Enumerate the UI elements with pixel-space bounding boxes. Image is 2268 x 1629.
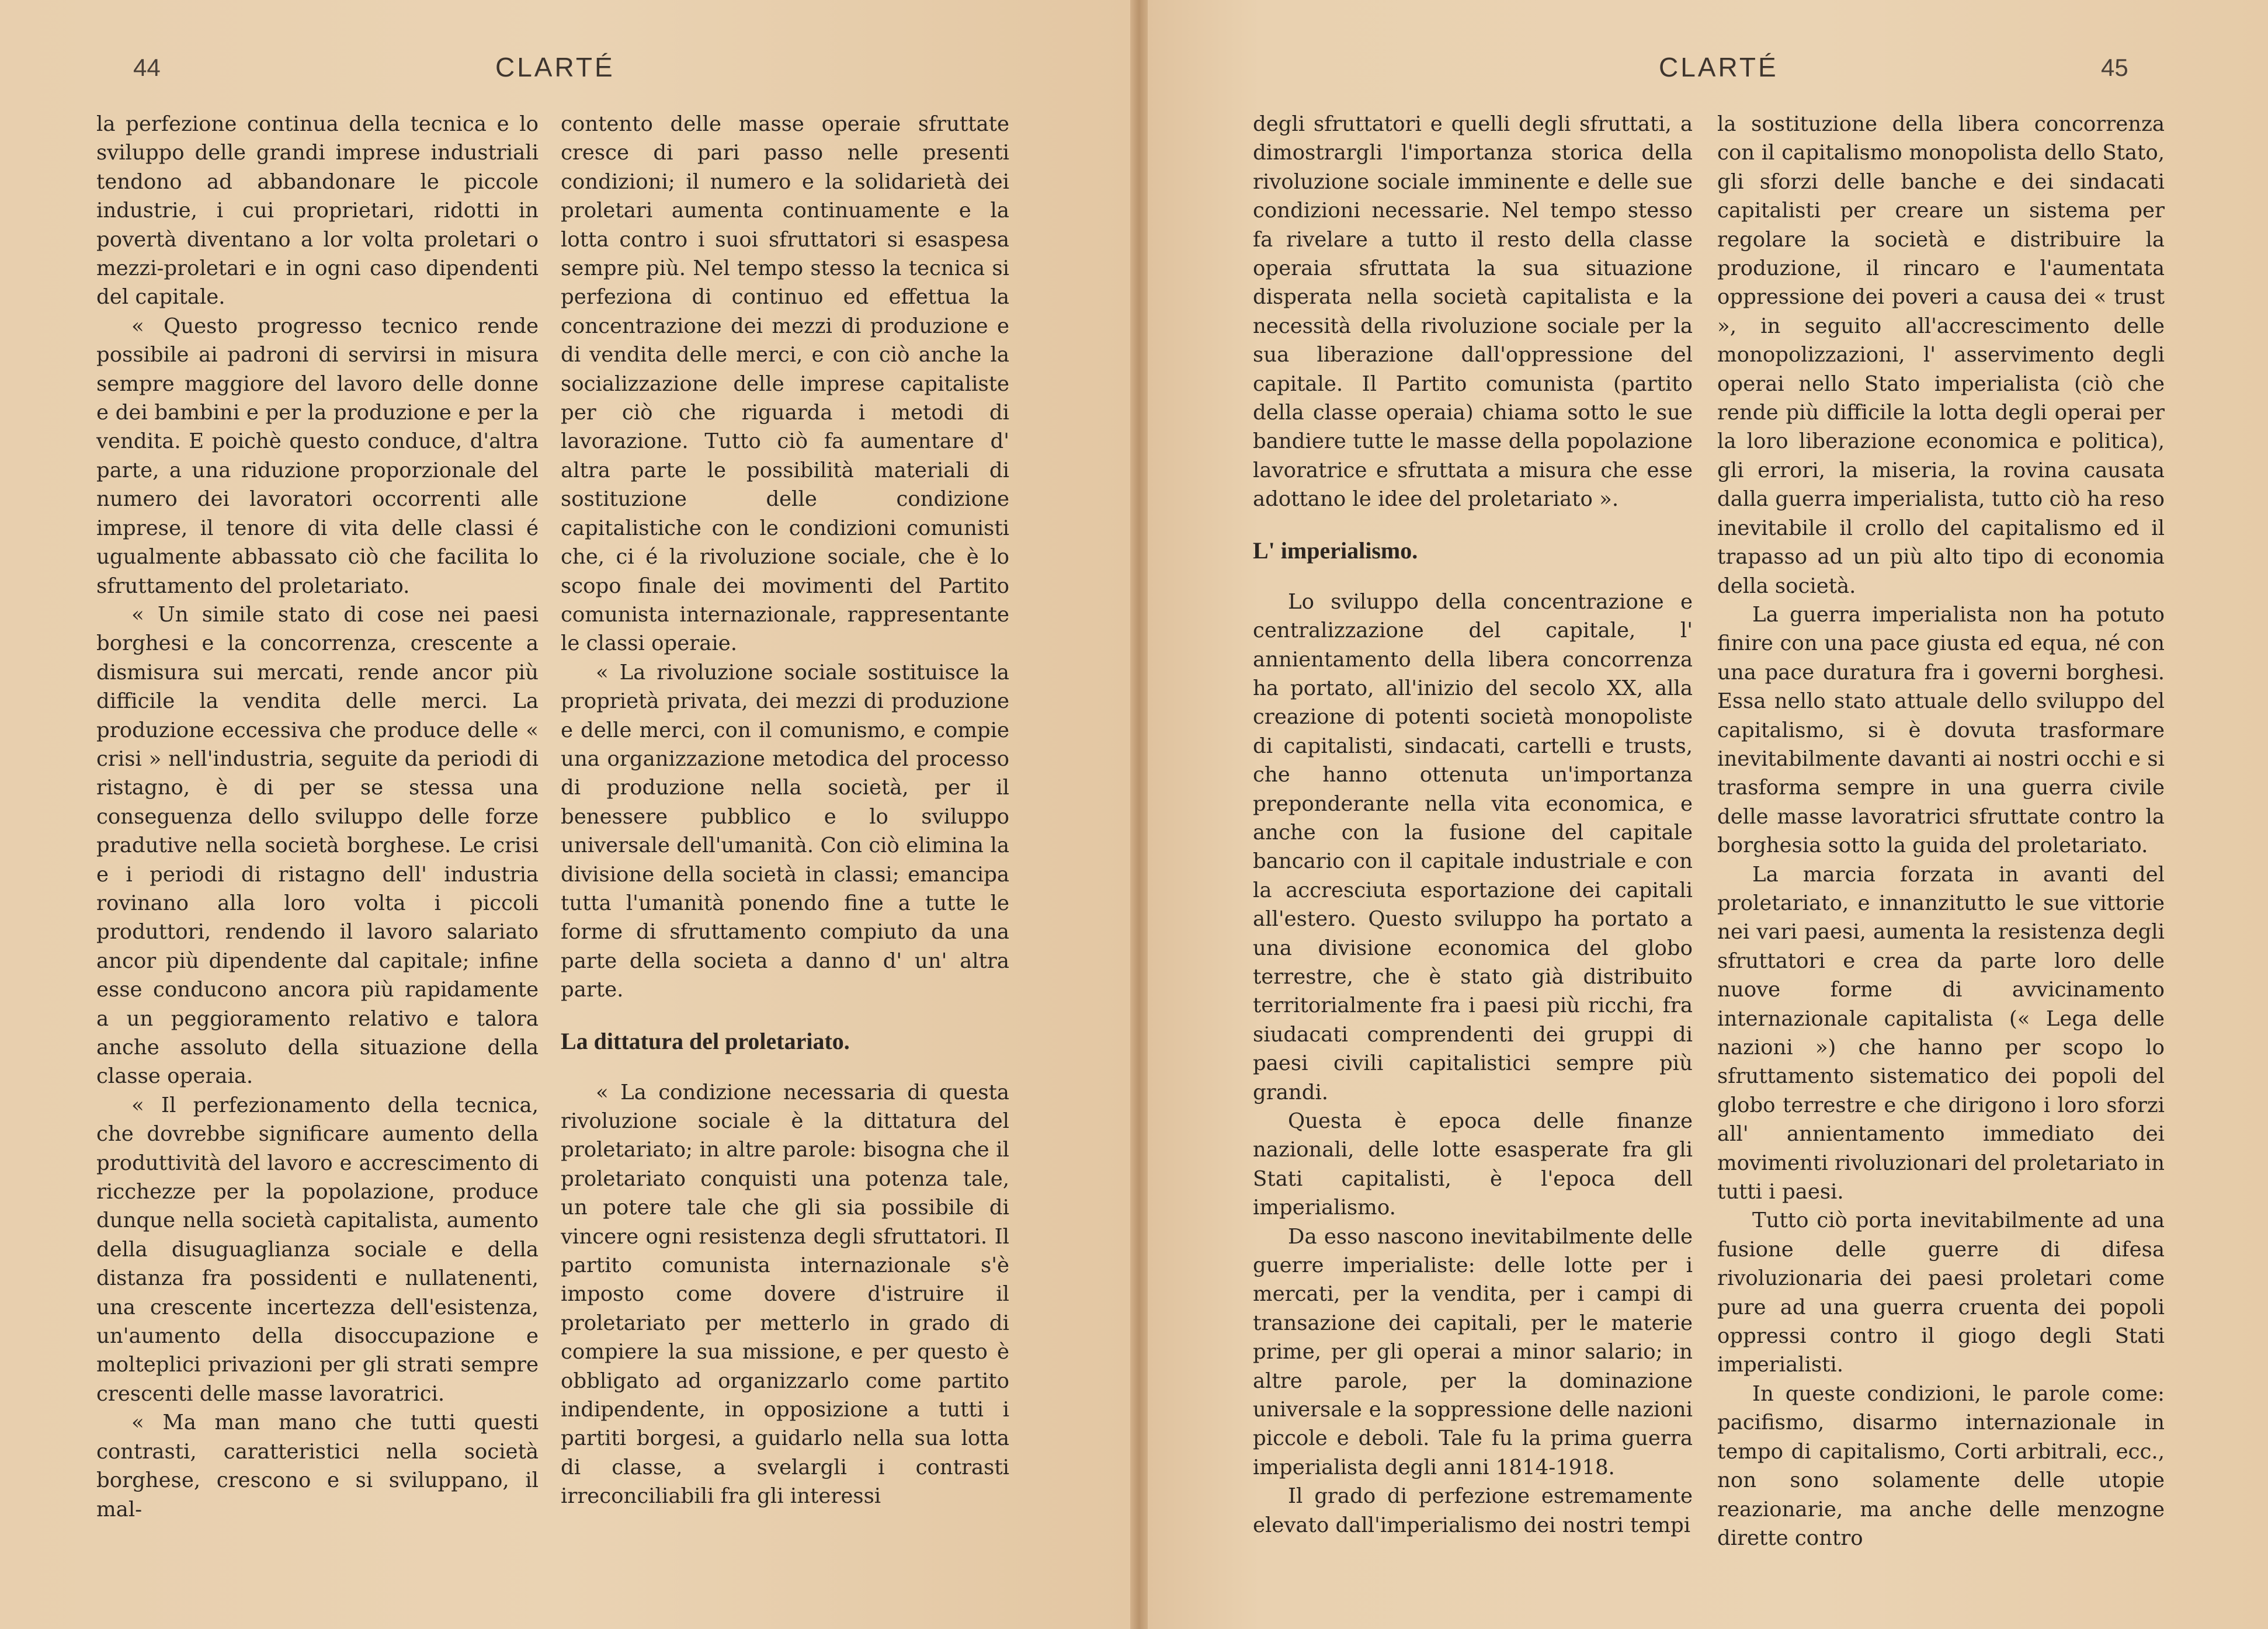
gutter	[1130, 0, 1148, 1629]
paragraph: « Un simile stato di cose nei paesi borghesi e la concorrenza, crescente a dismisura sui mercati, rende ancor più difficile la vendita delle merci. La produzione eccessiva che produce delle « crisi » nell'industria, seguite da periodi di ristagno, è di per se stessa una conseguenza dello sviluppo delle forze pradutive nella società borghese. Le crisi e i periodi di ristagno dell' industria rovinano alla loro volta i piccoli produttori, rendendo il lavoro salariato ancor più dipendente dal capitale; infine esse conducono ancora più rapidamente a un peggioramento relativo e talora anche assoluto della situazione della classe operaia.	[96, 602, 539, 1089]
section-heading: La dittatura del proletariato.	[561, 1027, 850, 1054]
paragraph: La guerra imperialista non ha potuto finire con una pace giusta ed equa, né con una pace duratura fra i governi borghesi. Essa nello stato attuale dello sviluppo del capitalismo, si è dovuta trasformare inevitabilmente davanti ai nostri occhi e si trasforma sempre in una guerra civile delle masse lavoratrici sfruttate contro la borghesia sotto la guida del proletariato.	[1717, 602, 2165, 858]
page-number: 45	[2101, 54, 2128, 81]
paragraph: la perfezione continua della tecnica e lo sviluppo delle grandi imprese industriali tendono ad abbandonare le piccole industrie, i cui proprietari, ridotti in povertà diventano a lor volta proletari o mezzi-proletari e in ogni caso dipendenti del capitale.	[96, 112, 539, 310]
page-number: 44	[133, 54, 161, 81]
text-column-3	[1253, 110, 1693, 1540]
paragraph: Lo sviluppo della concentrazione e centralizzazione del capitale, l' annientamento della libera concorrenza ha portato, all'inizio del secolo XX, alla creazione di potenti società monopoliste di capitalisti, sindacati, cartelli e trusts, che hanno ottenuta un'importanza preponderante nella vita economica, e anche con la fusione del capitale bancario con il capitale industriale e con la accresciuta esportazione dei capitali all'estero. Questo sviluppo ha portato a una divisione economica del globo terrestre, che è stato già distribuito territorialmente fra i paesi più ricchi, fra siudacati comprendenti dei gruppi di paesi civili capitalistici sempre più grandi.	[1253, 589, 1693, 1104]
paragraph: Da esso nascono inevitabilmente delle guerre imperialiste: delle lotte per i mercati, per la vendita, per i campi di transazione dei capitali, per le materie prime, per gli operai a minor salario; in altre parole, per la dominazione universale e la soppressione delle nazioni piccole e deboli. Tale fu la prima guerra imperialista degli anni 1814-1918.	[1253, 1224, 1693, 1479]
paragraph: degli sfruttatori e quelli degli sfruttati, a dimostrargli l'importanza storica della rivoluzione sociale imminente e delle sue condizioni necessarie. Nel tempo stesso fa rivelare a tutto il resto della classe operaia sfruttata la sua situazione disperata nella società capitalista e la necessità della rivoluzione sociale per la sua liberazione dall'oppressione del capitale. Il Partito comunista (partito della classe operaia) chiama sotto le sue bandiere tutte le masse della popolazione lavoratrice e sfruttata a misura che esse adottano le idee del proletariato ».	[1253, 112, 1693, 512]
paragraph: la sostituzione della libera concorrenza con il capitalismo monopolista dello Stato, gli sforzi delle banche e dei sindacati capitalisti per creare un sistema per regolare la società e distribuire la produzione, il rincaro e l'aumentata oppressione dei poveri a causa dei « trust », in seguito all'accrescimento delle monopolizzazioni, l' asservimento degli operai nello Stato imperialista (ciò che rende più difficile la lotta degli operai per la loro liberazione economica e politica), gli errori, la miseria, la rovina causata dalla guerra imperialista, tutto ciò ha reso inevitabile il crollo del capitalismo ed il trapasso ad un più alto tipo di economia della società.	[1717, 112, 2165, 598]
paragraph: « Il perfezionamento della tecnica, che dovrebbe significare aumento della produttività del lavoro e accrescimento di ricchezze per la popolazione, produce dunque nella società capitalista, aumento della disuguaglianza sociale e della distanza fra possidenti e nullatenenti, una crescente incertezza dell'esistenza, un'aumento della disoccupazione e molteplici privazioni per gli strati sempre crescenti delle masse lavoratrici.	[96, 1093, 539, 1406]
paragraph: « Ma man mano che tutti questi contrasti, caratteristici nella società borghese, crescono e si sviluppano, il mal-	[96, 1411, 539, 1522]
paragraph: contento delle masse operaie sfruttate cresce di pari passo nelle presenti condizioni; il numero e la solidarietà dei proletari aumenta continuamente e la lotta contro i suoi sfruttatori si esaspesa sempre più. Nel tempo stesso la tecnica si perfeziona di continuo ed effettua la concentrazione dei mezzi di produzione e di vendita delle merci, e con ciò anche la socializzazione delle imprese capitaliste per ciò che riguarda i metodi di lavorazione. Tutto ciò fa aumentare d' altra parte le possibilità materiali di sostituzione delle condizione capitalistiche con le condizioni comunisti che, ci é la rivoluzione sociale, che è lo scopo finale dei movimenti del Partito comunista internazionale, rappresentante le classi operaie.	[561, 112, 1009, 656]
text-column-4	[1717, 110, 2165, 1552]
running-head: CLARTÉ	[495, 52, 615, 82]
left-page	[0, 0, 1130, 1629]
section-heading: L' imperialismo.	[1253, 537, 1418, 564]
paragraph: « La condizione necessaria di questa rivoluzione sociale è la dittatura del proletariato; in altre parole: bisogna che il proletariato conquisti una potenza tale, un potere tale che gli sia possibile di vincere ogni resistenza degli sfruttatori. Il partito comunista internazionale s'è imposto come dovere d'istruire il proletariato per metterlo in grado di compiere la sua missione, e per questo è obbligato ad organizzarlo come partito indipendente, in opposizione a tutti i partiti borgesi, a guidarlo nella sua lotta di classe, a svelargli i contrasti irreconciliabili fra gli interessi	[561, 1080, 1009, 1509]
paragraph: Tutto ciò porta inevitabilmente ad una fusione delle guerre di difesa rivoluzionaria dei paesi proletari come pure ad una guerra cruenta dei popoli oppressi contro il giogo degli Stati imperialisti.	[1717, 1208, 2165, 1377]
text-column-2	[561, 110, 1009, 1511]
text-column-1	[96, 110, 539, 1524]
paragraph: In queste condizioni, le parole come: pacifismo, disarmo internazionale in tempo di capitalismo, Corti arbitrali, ecc., non sono solamente delle utopie reazionarie, ma anche delle menzogne dirette contro	[1717, 1381, 2165, 1550]
paragraph: « La rivoluzione sociale sostituisce la proprietà privata, dei mezzi di produzione e delle merci, con il comunismo, e compie una organizzazione metodica del processo di produzione nella società, per il benessere pubblico e lo sviluppo universale dell'umanità. Con ciò elimina la divisione della società in classi; emancipa tutta l'umanità ponendo fine a tutte le forme di sfruttamento compiuto da una parte della societa a danno d' un' altra parte.	[561, 660, 1009, 1002]
running-head: CLARTÉ	[1659, 52, 1779, 82]
paragraph: Il grado di perfezione estremamente elevato dall'imperialismo dei nostri tempi	[1253, 1484, 1693, 1537]
paragraph: La marcia forzata in avanti del proletariato, e innanzitutto le sue vittorie nei vari paesi, aumenta la resistenza degli sfruttatori e crea da parte loro delle nuove forme di avvicinamento internazionale capitalista (« Lega delle nazioni ») che hanno per scopo lo sfruttamento sistematico dei popoli del globo terrestre e che dirigono i loro sforzi all' annientamento immediato dei movimenti rivoluzionari del proletariato in tutti i paesi.	[1717, 862, 2165, 1204]
paragraph: Questa è epoca delle finanze nazionali, delle lotte esasperate fra gli Stati capitalisti, è l'epoca dell imperialismo.	[1253, 1109, 1693, 1220]
paragraph: « Questo progresso tecnico rende possibile ai padroni di servirsi in misura sempre maggiore del lavoro delle donne e dei bambini e per la produzione e per la vendita. E poichè questo conduce, d'altra parte, a una riduzione proporzionale del numero dei lavoratori occorrenti alle imprese, il tenore di vita delle classi é ugualmente abbassato ciò che facilita lo sfruttamento del proletariato.	[96, 314, 539, 598]
